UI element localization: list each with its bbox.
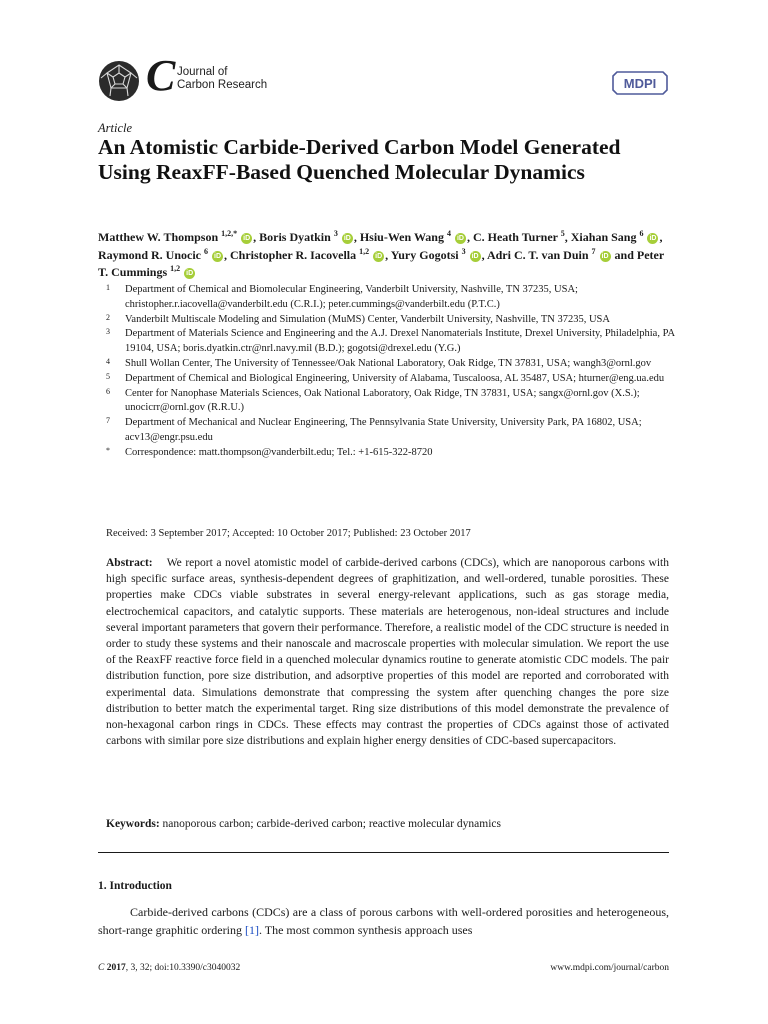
- journal-name-line1: Journal of: [177, 66, 228, 78]
- affiliation-text: Department of Mechanical and Nuclear Engineering, The Pennsylvania State University, University Park, PA 16802, USA; acv13@engr.psu.edu: [125, 417, 642, 443]
- orcid-icon[interactable]: iD: [375, 252, 383, 260]
- author: [473, 230, 568, 244]
- author: [98, 230, 256, 244]
- author-affiliation-marker: 4: [446, 229, 451, 238]
- author: [571, 230, 663, 244]
- footer-citation: [98, 963, 240, 973]
- affiliation-text: Vanderbilt Multiscale Modeling and Simulation (MuMS) Center, Vanderbilt University, Nashville, TN 37235, USA: [125, 313, 610, 325]
- affiliation-text: Department of Chemical and Biological Engineering, University of Alabama, Tuscaloosa, AL 35487, USA; hturner@eng.ua.edu: [125, 372, 665, 384]
- author-name: Adri C. T. van Duin: [486, 247, 589, 262]
- keywords-label: Keywords:: [106, 818, 160, 830]
- author-separator: and: [611, 247, 634, 262]
- journal-letter: C: [146, 51, 176, 100]
- keywords-text: nanoporous carbon; carbide-derived carbon; reactive molecular dynamics: [162, 818, 502, 830]
- intro-text-end: . The most common synthesis approach uses: [258, 923, 473, 937]
- affiliation-text: Department of Chemical and Biomolecular Engineering, Vanderbilt University, Nashville, TN 37235, USA; christopher.r.iacovella@vanderbilt.edu (C.R.I.); peter.cummings@vanderbilt.edu (P.T.C.): [125, 284, 578, 310]
- author: [98, 248, 227, 262]
- footer-volume-doi: , 3, 32; doi:10.3390/c3040032: [125, 963, 241, 973]
- journal-name-line2: Carbon Research: [177, 79, 268, 91]
- author-name: C. Heath Turner: [472, 230, 558, 244]
- orcid-icon[interactable]: iD: [649, 235, 657, 242]
- author-name: Christopher R. Iacovella: [230, 247, 357, 262]
- author: [259, 230, 357, 244]
- affiliation-number: 5: [106, 371, 110, 381]
- author-name: Peter T. Cummings: [98, 247, 664, 279]
- author: [391, 248, 485, 262]
- author-list: [98, 229, 673, 282]
- affiliation-number: 6: [106, 386, 110, 396]
- affiliation-number: 1: [106, 283, 110, 292]
- orcid-icon[interactable]: iD: [601, 252, 609, 260]
- author-affiliation-marker: 6: [204, 246, 209, 256]
- author-affiliation-marker: 7: [591, 246, 596, 256]
- intro-text-start: Carbide-derived carbons (CDCs) are a class of porous carbons with well-ordered porosities and heterogeneous, short-range graphitic ordering: [98, 905, 669, 937]
- affiliation-list: [106, 283, 676, 461]
- affiliation-number: 4: [106, 356, 110, 366]
- article-type: Article: [98, 121, 133, 135]
- affiliation-item: [106, 357, 676, 372]
- intro-paragraph: [98, 903, 669, 939]
- affiliation-item: [106, 416, 676, 446]
- author-affiliation-marker: 1,2: [359, 246, 370, 256]
- author-separator: ,: [564, 230, 568, 244]
- orcid-icon[interactable]: iD: [456, 235, 464, 242]
- author-affiliation-marker: 1,2: [170, 264, 181, 273]
- affiliation-number: *: [106, 445, 110, 455]
- affiliation-text: Correspondence: matt.thompson@vanderbilt.edu; Tel.: +1-615-322-8720: [125, 446, 433, 458]
- author-name: Xiahan Sang: [570, 230, 637, 244]
- orcid-icon[interactable]: iD: [343, 235, 351, 242]
- author-affiliation-marker: 3: [333, 229, 338, 238]
- author-affiliation-marker: 6: [639, 229, 644, 238]
- affiliation-item: [106, 372, 676, 387]
- publication-dates: Received: 3 September 2017; Accepted: 10 October 2017; Published: 23 October 2017: [106, 528, 471, 539]
- journal-logo-icon: [98, 60, 140, 102]
- paper-title: An Atomistic Carbide-Derived Carbon Model Generated Using ReaxFF-Based Quenched Molecular Dynamics: [98, 135, 621, 184]
- author: [360, 230, 470, 244]
- author-affiliation-marker: 3: [461, 246, 466, 256]
- orcid-icon[interactable]: iD: [471, 252, 479, 260]
- footer-year: 2017: [106, 963, 126, 973]
- abstract: [106, 555, 669, 749]
- affiliation-number: 3: [106, 327, 110, 337]
- footer-url[interactable]: www.mdpi.com/journal/carbon: [550, 963, 669, 973]
- author: [487, 248, 634, 262]
- author-separator: ,: [481, 247, 485, 262]
- citation-link[interactable]: [1]: [244, 923, 259, 937]
- author-separator: ,: [466, 230, 470, 244]
- affiliation-item: [106, 327, 676, 357]
- affiliation-number: 7: [106, 416, 110, 426]
- abstract-label: Abstract:: [106, 557, 153, 569]
- affiliation-text: Shull Wollan Center, The University of Tennessee/Oak National Laboratory, Oak Ridge, TN 37831, USA; wangh3@ornl.gov: [125, 357, 652, 369]
- affiliation-item: [106, 283, 676, 313]
- author-name: Hsiu-Wen Wang: [359, 230, 444, 244]
- author-separator: ,: [385, 247, 389, 262]
- orcid-icon[interactable]: iD: [186, 270, 194, 277]
- orcid-icon[interactable]: iD: [214, 252, 222, 260]
- affiliation-text: Center for Nanophase Materials Sciences, Oak National Laboratory, Oak Ridge, TN 37831, USA; sangx@ornl.gov (X.S.); unocicrr@ornl.gov (R.R.U.): [125, 387, 640, 414]
- author-name: Raymond R. Unocic: [98, 247, 202, 262]
- affiliation-number: 2: [106, 312, 110, 322]
- journal-name: [177, 66, 267, 92]
- author-name: Matthew W. Thompson: [98, 230, 219, 244]
- author: [230, 248, 388, 262]
- footer-journal: C: [98, 963, 105, 973]
- affiliation-text: Department of Materials Science and Engineering and the A.J. Drexel Nanomaterials Institute, Drexel University, Philadelphia, PA 19104, USA; boris.dyatkin.ctr@nrl.navy.mil (B.D.); gogotsi@drexel.edu (Y.G.): [125, 328, 675, 355]
- affiliation-item: [106, 313, 676, 328]
- author-name: Yury Gogotsi: [390, 247, 459, 262]
- author-separator: ,: [253, 230, 257, 244]
- affiliation-item: [106, 387, 676, 417]
- orcid-icon[interactable]: iD: [243, 235, 251, 242]
- author-separator: ,: [353, 230, 357, 244]
- author-affiliation-marker: 1,2,*: [221, 229, 238, 238]
- section-heading: 1. Introduction: [98, 880, 172, 892]
- author-affiliation-marker: 5: [560, 229, 565, 238]
- author-name: Boris Dyatkin: [259, 230, 331, 244]
- affiliation-item: [106, 446, 676, 461]
- section-divider: [98, 852, 669, 853]
- publisher-name: MDPI: [623, 76, 657, 91]
- author-separator: ,: [659, 230, 663, 244]
- mdpi-logo-icon: [611, 70, 669, 96]
- author-separator: ,: [224, 247, 228, 262]
- abstract-text: We report a novel atomistic model of carbide-derived carbons (CDCs), which are nanoporous carbons with high specific surface areas, synthesis-dependent degrees of graphitization, and well-ordered, tunable porosities. These properties make CDCs viable substrates in several energy-relevant applications, such as gas storage media, electrochemical capacitors, and catalytic supports. These materials are heterogenous, non-ideal structures and include several important parameters that govern their performance. Therefore, a realistic model of the CDC structure is needed in order to study these systems and their nanoscale and macroscale properties with molecular simulation. We report the use of the ReaxFF reactive force field in a quenched molecular dynamics routine to generate atomistic CDC models. The pair distribution function, pore size distribution, and adsorptive properties of this model are reported and corroborated with experimental data. Simulations demonstrate that compressing the system after quenching changes the pore size distribution to better match the experimental target. Ring size distributions of this model demonstrate the prevalence of non-hexagonal carbon rings in CDCs. These effects may contrast the properties of CDCs against those of activated carbons with similar pore size distributions and explain higher energy densities of CDC-based supercapacitors.: [106, 557, 670, 748]
- keywords: [106, 818, 669, 830]
